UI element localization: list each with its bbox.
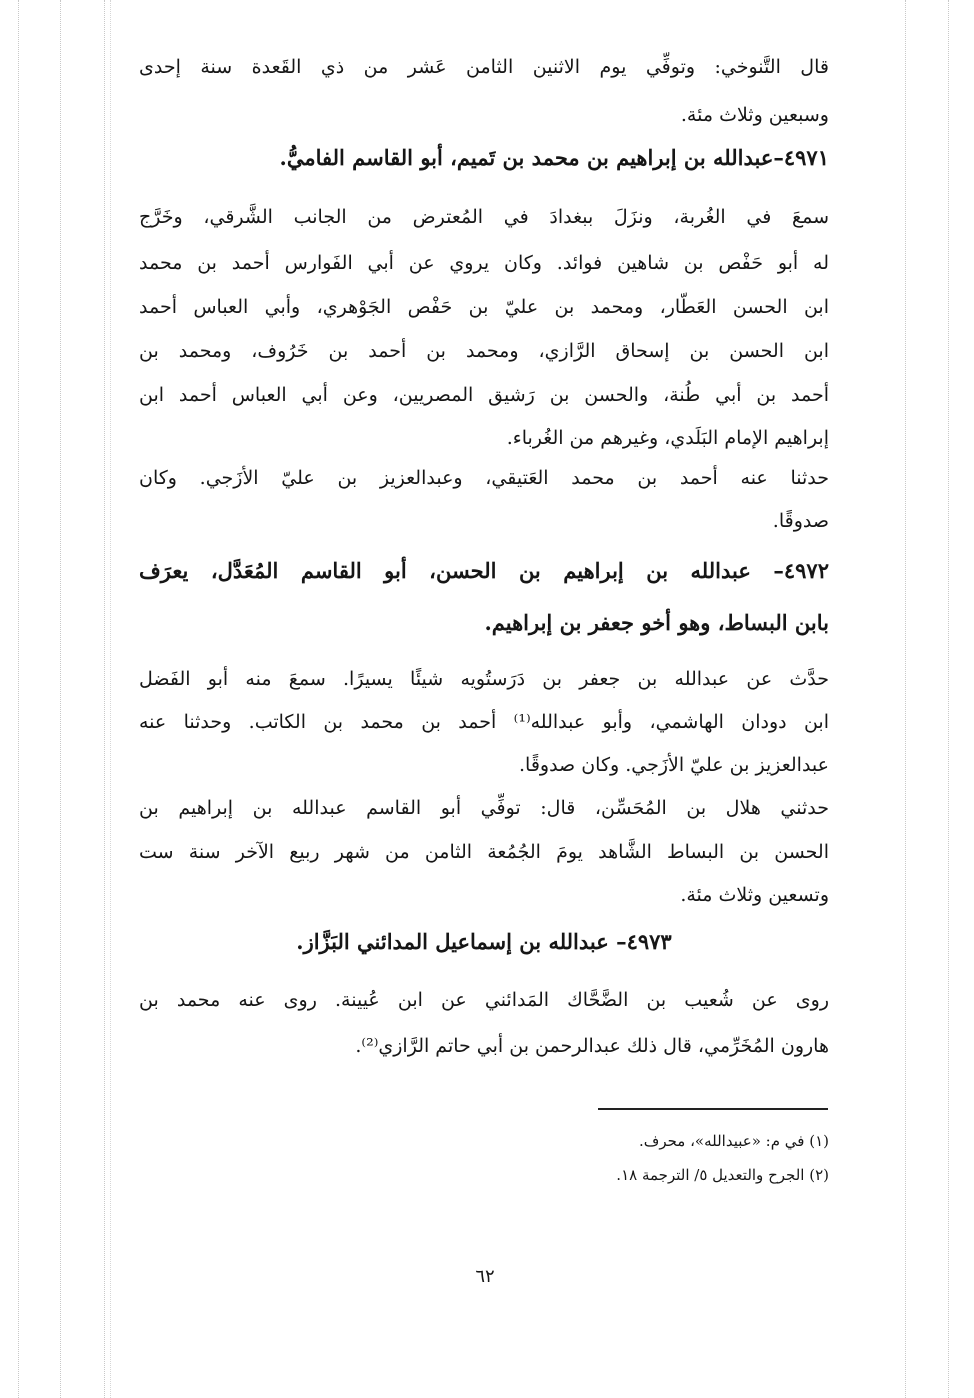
scan-guide-line [948, 0, 949, 1398]
text-line: صدوقًا. [772, 510, 829, 532]
text-line: ابن الحسن العَطّار، ومحمد بن عليّ بن حَفْص الجَوْهري، وأبي العباس أحمد [139, 296, 829, 318]
text-line: وسبعين وثلاث مئة. [680, 104, 829, 126]
text-line: أحمد بن أبي طُنة، والحسن بن رَشيق المصريين، وعن أبي العباس أحمد ابن [139, 384, 829, 406]
text-line: الحسن بن البساط الشَّاهد يومَ الجُمُعة الثامن من شهر ربيع الآخر سنة ست [139, 841, 829, 863]
scan-guide-line [110, 0, 111, 1398]
entry-heading-4973: ٤٩٧٣– عبدالله بن إسماعيل المدائني البَزَّاز. [296, 929, 672, 954]
page-number: ٦٢ [475, 1266, 495, 1287]
text-line: روى عن شُعيب بن الضَّحَّاك المَدائني عن ابن عُيينة. روى عنه محمد بن [139, 989, 829, 1011]
entry-heading-4972-cont: بابن البساط، وهو أخو جعفر بن إبراهيم. [484, 610, 829, 635]
scan-guide-line [18, 0, 19, 1398]
scan-guide-line [60, 0, 61, 1398]
footnote-2: (٢) الجرح والتعديل ٥/ الترجمة ١٨. [616, 1166, 829, 1184]
text-line: هارون المُخَرِّمي، قال ذلك عبدالرحمن بن أبي حاتم الرَّازي⁽²⁾. [355, 1035, 829, 1057]
text-line: وتسعين وثلاث مئة. [680, 884, 829, 906]
text-line: ابن دودان الهاشمي، وأبو عبدالله⁽¹⁾ أحمد بن محمد بن الكاتب. وحدثنا عنه [139, 711, 829, 733]
text-line: له أبو حَفْص بن شاهين فوائد. وكان يروي عن أبي الفَوارس أحمد بن محمد [139, 252, 829, 274]
entry-heading-4971: ٤٩٧١–عبدالله بن إبراهيم بن محمد بن تَميم، أبو القاسم الفاميُّ. [279, 145, 829, 170]
footnote-separator [598, 1108, 828, 1110]
text-line: حدثنا عنه أحمد بن محمد العَتيقي، وعبدالعزيز بن عليّ الأزَجي. وكان [139, 467, 830, 489]
text-line: قال التَّنوخي: وتوفِّي يوم الاثنين الثامن عَشر من ذي القَعدة سنة إحدى [139, 56, 829, 78]
text-line: سمعَ في الغُربة، ونزَلَ ببغدادَ في المُعترض من الجانب الشَّرقي، وخَرَّج [139, 206, 829, 228]
text-line: إبراهيم الإمام البَلَدي، وغيرهم من الغُرباء. [506, 427, 829, 449]
entry-heading-4972: ٤٩٧٢– عبدالله بن إبراهيم بن الحسن، أبو القاسم المُعَدَّل، يعرَف [139, 558, 829, 583]
text-line: حدثني هلال بن المُحَسِّن، قال: توفِّي أبو القاسم عبدالله بن إبراهيم بن [139, 797, 829, 819]
scan-guide-line [104, 0, 105, 1398]
scan-guide-line [905, 0, 906, 1398]
text-line: حدَّث عن عبدالله بن جعفر بن دَرَستُويه شيئًا يسيرًا. سمعَ منه أبو الفَضل [139, 668, 829, 690]
footnote-1: (١) في م: «عبيدالله»، محرف. [639, 1132, 829, 1150]
text-line: ابن الحسن بن إسحاق الرَّازي، ومحمد بن أحمد بن خَرُوف، ومحمد بن [139, 340, 829, 362]
text-line: عبدالعزيز بن عليّ الأزَجي. وكان صدوقًا. [518, 754, 829, 776]
